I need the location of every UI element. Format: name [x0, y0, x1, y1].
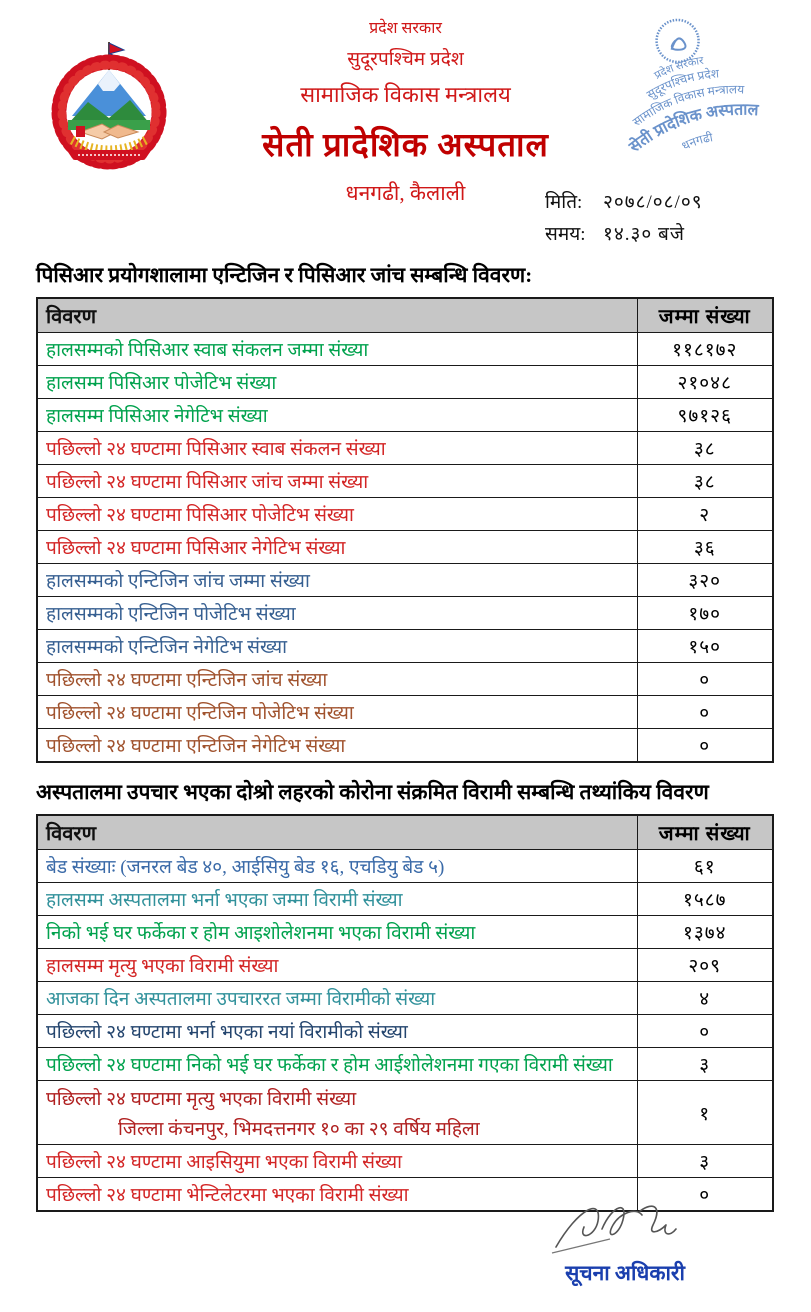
row-label: पछिल्लो २४ घण्टामा आइसियुमा भएका विरामी संख्या: [37, 1145, 637, 1178]
row-label: हालसम्म पिसिआर पोजेटिभ संख्या: [37, 366, 637, 399]
row-label: पछिल्लो २४ घण्टामा एन्टिजिन पोजेटिभ संख्या: [37, 696, 637, 729]
stamp-line-4: सेती प्रादेशिक अस्पताल: [626, 101, 759, 157]
row-value: ३६: [637, 531, 773, 564]
row-label: पछिल्लो २४ घण्टामा पिसिआर पोजेटिभ संख्या: [37, 498, 637, 531]
column-header-description: विवरण: [37, 815, 637, 850]
row-value: ३८: [637, 432, 773, 465]
table-row: [37, 564, 773, 597]
row-value: ०: [637, 696, 773, 729]
table-row: [37, 498, 773, 531]
row-value: १७०: [637, 597, 773, 630]
signature-scribble: [550, 1195, 700, 1257]
row-label-with-detail: [37, 1081, 637, 1145]
row-label: निको भई घर फर्केका र होम आइशोलेशनमा भएका विरामी संख्या: [37, 916, 637, 949]
row-value: १५८७: [637, 883, 773, 916]
stamp-line-5: धनगढी: [679, 130, 714, 154]
row-value: ४: [637, 982, 773, 1015]
row-label: पछिल्लो २४ घण्टामा मृत्यु भएका विरामी संख्या: [46, 1088, 357, 1110]
stamp-line-1: प्रदेश सरकार: [652, 54, 705, 82]
pcr-section-heading: पिसिआर प्रयोगशालामा एन्टिजिन र पिसिआर जांच सम्बन्धि विवरण:: [36, 263, 533, 287]
table-header-row: [37, 298, 773, 333]
column-header-total: जम्मा संख्या: [637, 298, 773, 333]
table-row: [37, 916, 773, 949]
row-label: आजका दिन अस्पतालमा उपचाररत जम्मा विरामीको संख्या: [37, 982, 637, 1015]
row-value: ०: [637, 1015, 773, 1048]
row-value: ११८१७२: [637, 333, 773, 366]
table-row: [37, 399, 773, 432]
table-row: [37, 982, 773, 1015]
patient-stats-table: [36, 814, 774, 1212]
row-label: पछिल्लो २४ घण्टामा निको भई घर फर्केका र होम आईशोलेशनमा गएका विरामी संख्या: [37, 1048, 637, 1081]
row-label: हालसम्मको एन्टिजिन जांच जम्मा संख्या: [37, 564, 637, 597]
table-row: [37, 432, 773, 465]
row-value: २: [637, 498, 773, 531]
row-value: १५०: [637, 630, 773, 663]
table-header-row: [37, 815, 773, 850]
row-value: १: [637, 1081, 773, 1145]
row-label: हालसम्म अस्पतालमा भर्ना भएका जम्मा विरामी संख्या: [37, 883, 637, 916]
row-value: ३: [637, 1048, 773, 1081]
row-value: ०: [637, 1178, 773, 1212]
table-row: [37, 850, 773, 883]
row-value: ०: [637, 663, 773, 696]
row-label: पछिल्लो २४ घण्टामा एन्टिजिन जांच संख्या: [37, 663, 637, 696]
row-label: हालसम्मको एन्टिजिन नेगेटिभ संख्या: [37, 630, 637, 663]
hospital-location: धनगढी, कैलाली: [345, 181, 466, 205]
pcr-antigen-table: [36, 297, 774, 763]
table-row: [37, 696, 773, 729]
row-label: पछिल्लो २४ घण्टामा भेन्टिलेटरमा भएका विरामी संख्या: [37, 1178, 637, 1212]
row-label: हालसम्मको पिसिआर स्वाब संकलन जम्मा संख्या: [37, 333, 637, 366]
row-label: हालसम्म पिसिआर नेगेटिभ संख्या: [37, 399, 637, 432]
row-sublabel: जिल्ला कंचनपुर, भिमदत्तनगर १० का २९ वर्षिय महिला: [118, 1118, 480, 1140]
table-row: [37, 630, 773, 663]
table-row: [37, 1048, 773, 1081]
date-value: २०७८/०८/०९: [603, 192, 703, 213]
letterhead-text: [165, 16, 646, 207]
row-value: ६१: [637, 850, 773, 883]
government-line: प्रदेश सरकार: [369, 20, 442, 37]
table-row: [37, 465, 773, 498]
table-row: [37, 333, 773, 366]
province-line: सुदूरपश्चिम प्रदेश: [347, 49, 464, 70]
time-row: [545, 220, 775, 246]
row-value: ३२०: [637, 564, 773, 597]
time-value: १४.३० बजे: [603, 224, 685, 245]
row-value: १३७४: [637, 916, 773, 949]
row-value: ०: [637, 729, 773, 763]
row-value: ९७१२६: [637, 399, 773, 432]
row-label: हालसम्मको एन्टिजिन पोजेटिभ संख्या: [37, 597, 637, 630]
row-label: हालसम्म मृत्यु भएका विरामी संख्या: [37, 949, 637, 982]
table-row: [37, 366, 773, 399]
row-label: पछिल्लो २४ घण्टामा पिसिआर स्वाब संकलन संख्या: [37, 432, 637, 465]
table-row: [37, 531, 773, 564]
table-row: [37, 1015, 773, 1048]
table-row: [37, 949, 773, 982]
patient-section-heading: अस्पतालमा उपचार भएका दोश्रो लहरको कोरोना संक्रमित विरामी सम्बन्धि तथ्यांकिय विवरण: [36, 780, 709, 804]
row-label: पछिल्लो २४ घण्टामा एन्टिजिन नेगेटिभ संख्या: [37, 729, 637, 763]
table-row: [37, 729, 773, 763]
column-header-description: विवरण: [37, 298, 637, 333]
time-label: समय:: [545, 224, 586, 245]
row-value: २०९: [637, 949, 773, 982]
row-label: पछिल्लो २४ घण्टामा पिसिआर नेगेटिभ संख्या: [37, 531, 637, 564]
row-label: पछिल्लो २४ घण्टामा भर्ना भएका नयां विरामीको संख्या: [37, 1015, 637, 1048]
table-row: [37, 597, 773, 630]
date-label: मिति:: [545, 192, 583, 213]
row-value: ३: [637, 1145, 773, 1178]
hospital-ink-stamp: [591, 2, 767, 174]
stamp-line-2: सुदूरपश्चिम प्रदेश: [644, 66, 720, 102]
table-row: [37, 663, 773, 696]
column-header-total: जम्मा संख्या: [637, 815, 773, 850]
nepal-emblem-logo: [42, 40, 176, 178]
ministry-line: सामाजिक विकास मन्त्रालय: [300, 82, 511, 107]
table-row: [37, 1145, 773, 1178]
table-row: [37, 883, 773, 916]
signature-title: सूचना अधिकारी: [565, 1261, 685, 1285]
svg-text:धनगढी: [679, 129, 716, 154]
table-row-death-detail: [37, 1081, 773, 1145]
row-label: पछिल्लो २४ घण्टामा पिसिआर जांच जम्मा संख्या: [37, 465, 637, 498]
row-label: बेड संख्याः (जनरल बेड ४०, आईसियु बेड १६, एचडियु बेड ५): [37, 850, 637, 883]
hospital-title: सेती प्रादेशिक अस्पताल: [262, 128, 549, 164]
row-value: ३८: [637, 465, 773, 498]
signature-block: [520, 1195, 730, 1287]
stamp-line-3: सामाजिक विकास मन्त्रालय: [630, 82, 745, 130]
row-value: २१०४८: [637, 366, 773, 399]
